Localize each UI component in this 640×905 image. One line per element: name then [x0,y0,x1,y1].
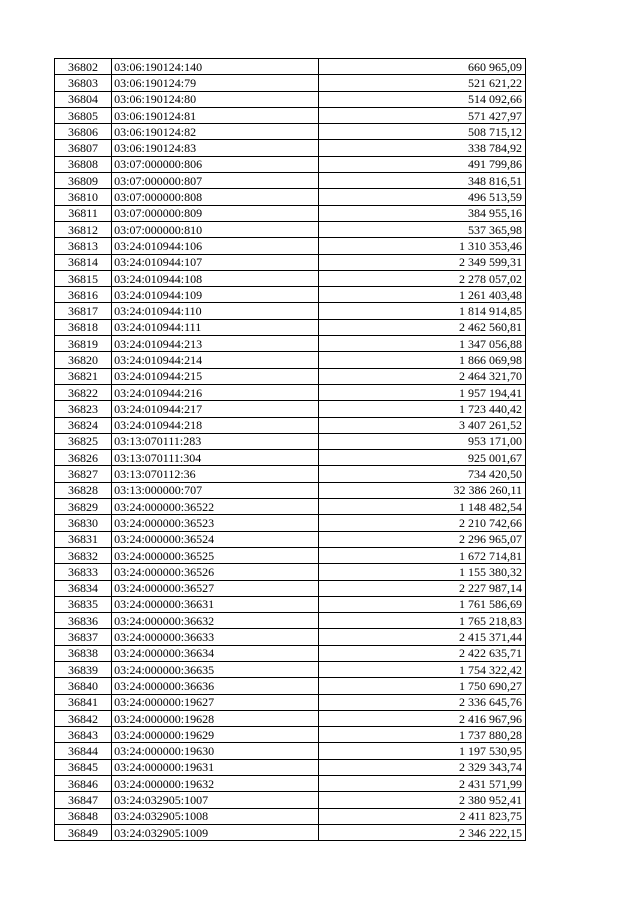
cadastral-number-cell: 03:07:000000:808 [112,189,318,205]
row-number-cell: 36828 [55,482,112,498]
table-row [55,482,526,498]
cadastral-value-cell: 1 754 322,42 [318,661,525,677]
cadastral-number-cell: 03:24:000000:36524 [112,531,318,547]
cadastral-value-cell: 2 210 742,66 [318,515,525,531]
cadastral-value-cell: 1 672 714,81 [318,547,525,563]
cadastral-value-cell: 1 765 218,83 [318,613,525,629]
row-number-cell: 36809 [55,173,112,189]
table-row [55,564,526,580]
table-row [55,124,526,140]
cadastral-value-cell: 2 227 987,14 [318,580,525,596]
table-row [55,205,526,221]
row-number-cell: 36822 [55,384,112,400]
table-row [55,189,526,205]
row-number-cell: 36842 [55,710,112,726]
cadastral-value-cell: 953 171,00 [318,433,525,449]
cadastral-value-cell: 571 427,97 [318,107,525,123]
row-number-cell: 36819 [55,336,112,352]
row-number-cell: 36849 [55,824,112,840]
cadastral-number-cell: 03:24:000000:36525 [112,547,318,563]
row-number-cell: 36815 [55,270,112,286]
row-number-cell: 36832 [55,547,112,563]
cadastral-value-cell: 1 148 482,54 [318,499,525,515]
row-number-cell: 36810 [55,189,112,205]
cadastral-number-cell: 03:24:000000:36633 [112,629,318,645]
cadastral-number-cell: 03:24:000000:19627 [112,694,318,710]
cadastral-value-cell: 660 965,09 [318,59,525,75]
cadastral-value-cell: 348 816,51 [318,173,525,189]
cadastral-value-cell: 925 001,67 [318,450,525,466]
cadastral-number-cell: 03:24:010944:109 [112,287,318,303]
cadastral-value-cell: 2 278 057,02 [318,270,525,286]
table-row [55,336,526,352]
cadastral-number-cell: 03:24:032905:1008 [112,808,318,824]
cadastral-number-cell: 03:24:000000:19629 [112,727,318,743]
cadastral-value-cell: 1 750 690,27 [318,678,525,694]
cadastral-number-cell: 03:24:000000:19631 [112,759,318,775]
cadastral-number-cell: 03:06:190124:82 [112,124,318,140]
row-number-cell: 36827 [55,466,112,482]
row-number-cell: 36841 [55,694,112,710]
table-row [55,547,526,563]
cadastral-number-cell: 03:07:000000:809 [112,205,318,221]
row-number-cell: 36825 [55,433,112,449]
cadastral-number-cell: 03:13:070111:304 [112,450,318,466]
cadastral-number-cell: 03:24:010944:216 [112,384,318,400]
cadastral-value-cell: 521 621,22 [318,75,525,91]
row-number-cell: 36821 [55,368,112,384]
table-row [55,59,526,75]
cadastral-number-cell: 03:24:010944:217 [112,401,318,417]
row-number-cell: 36803 [55,75,112,91]
table-row [55,303,526,319]
row-number-cell: 36833 [55,564,112,580]
cadastral-number-cell: 03:24:000000:36631 [112,596,318,612]
row-number-cell: 36802 [55,59,112,75]
cadastral-number-cell: 03:24:000000:19628 [112,710,318,726]
cadastral-value-cell: 2 431 571,99 [318,776,525,792]
cadastral-value-cell: 2 411 823,75 [318,808,525,824]
table-row [55,808,526,824]
table-row [55,531,526,547]
table-row [55,156,526,172]
table-row [55,91,526,107]
table-row [55,759,526,775]
cadastral-number-cell: 03:24:000000:36526 [112,564,318,580]
table-row [55,678,526,694]
table-row [55,173,526,189]
table-row [55,710,526,726]
row-number-cell: 36806 [55,124,112,140]
cadastral-number-cell: 03:24:000000:36632 [112,613,318,629]
cadastral-number-cell: 03:24:000000:36523 [112,515,318,531]
cadastral-number-cell: 03:24:000000:19632 [112,776,318,792]
row-number-cell: 36838 [55,645,112,661]
cadastral-number-cell: 03:24:010944:213 [112,336,318,352]
cadastral-number-cell: 03:24:032905:1007 [112,792,318,808]
table-row [55,352,526,368]
cadastral-number-cell: 03:24:010944:110 [112,303,318,319]
row-number-cell: 36814 [55,254,112,270]
cadastral-number-cell: 03:24:000000:19630 [112,743,318,759]
row-number-cell: 36837 [55,629,112,645]
cadastral-number-cell: 03:24:000000:36634 [112,645,318,661]
table-row [55,515,526,531]
row-number-cell: 36812 [55,221,112,237]
cadastral-number-cell: 03:06:190124:80 [112,91,318,107]
cadastral-value-cell: 537 365,98 [318,221,525,237]
table-row [55,792,526,808]
cadastral-value-cell: 2 296 965,07 [318,531,525,547]
cadastral-value-cell: 1 723 440,42 [318,401,525,417]
table-row [55,319,526,335]
table-row [55,287,526,303]
row-number-cell: 36848 [55,808,112,824]
cadastral-number-cell: 03:07:000000:810 [112,221,318,237]
row-number-cell: 36845 [55,759,112,775]
row-number-cell: 36823 [55,401,112,417]
row-number-cell: 36807 [55,140,112,156]
cadastral-number-cell: 03:24:000000:36636 [112,678,318,694]
table-row [55,776,526,792]
cadastral-value-cell: 1 261 403,48 [318,287,525,303]
table-row [55,645,526,661]
cadastral-number-cell: 03:24:010944:111 [112,319,318,335]
cadastral-value-cell: 508 715,12 [318,124,525,140]
cadastral-value-cell: 2 329 343,74 [318,759,525,775]
cadastral-value-cell: 1 197 530,95 [318,743,525,759]
cadastral-value-cell: 338 784,92 [318,140,525,156]
table-row [55,580,526,596]
table-row [55,238,526,254]
cadastral-number-cell: 03:13:070111:283 [112,433,318,449]
table-row [55,613,526,629]
cadastral-value-cell: 2 416 967,96 [318,710,525,726]
cadastral-value-cell: 1 737 880,28 [318,727,525,743]
cadastral-value-cell: 2 336 645,76 [318,694,525,710]
table-row [55,401,526,417]
table-row [55,727,526,743]
row-number-cell: 36843 [55,727,112,743]
row-number-cell: 36804 [55,91,112,107]
row-number-cell: 36847 [55,792,112,808]
cadastral-value-cell: 384 955,16 [318,205,525,221]
table-row [55,743,526,759]
cadastral-number-cell: 03:13:070112:36 [112,466,318,482]
cadastral-number-cell: 03:24:010944:108 [112,270,318,286]
row-number-cell: 36839 [55,661,112,677]
table-row [55,433,526,449]
cadastral-value-cell: 2 349 599,31 [318,254,525,270]
table-row [55,254,526,270]
cadastral-number-cell: 03:07:000000:806 [112,156,318,172]
cadastral-number-cell: 03:06:190124:81 [112,107,318,123]
table-row [55,368,526,384]
cadastral-number-cell: 03:06:190124:83 [112,140,318,156]
cadastral-value-cell: 1 310 353,46 [318,238,525,254]
table-row [55,694,526,710]
row-number-cell: 36824 [55,417,112,433]
row-number-cell: 36826 [55,450,112,466]
cadastral-number-cell: 03:24:010944:106 [112,238,318,254]
table-row [55,466,526,482]
cadastral-number-cell: 03:24:000000:36635 [112,661,318,677]
row-number-cell: 36830 [55,515,112,531]
cadastral-value-cell: 2 346 222,15 [318,824,525,840]
row-number-cell: 36813 [55,238,112,254]
table-row [55,661,526,677]
cadastral-number-cell: 03:24:010944:107 [112,254,318,270]
row-number-cell: 36846 [55,776,112,792]
row-number-cell: 36835 [55,596,112,612]
cadastral-value-cell: 2 422 635,71 [318,645,525,661]
row-number-cell: 36805 [55,107,112,123]
row-number-cell: 36816 [55,287,112,303]
row-number-cell: 36831 [55,531,112,547]
cadastral-number-cell: 03:24:010944:214 [112,352,318,368]
row-number-cell: 36836 [55,613,112,629]
row-number-cell: 36834 [55,580,112,596]
row-number-cell: 36844 [55,743,112,759]
row-number-cell: 36808 [55,156,112,172]
cadastral-value-cell: 1 761 586,69 [318,596,525,612]
table-row [55,140,526,156]
table-row [55,221,526,237]
cadastral-value-cell: 32 386 260,11 [318,482,525,498]
cadastral-value-cell: 491 799,86 [318,156,525,172]
row-number-cell: 36829 [55,499,112,515]
cadastral-value-cell: 2 464 321,70 [318,368,525,384]
cadastral-value-cell: 3 407 261,52 [318,417,525,433]
row-number-cell: 36818 [55,319,112,335]
table-row [55,75,526,91]
cadastral-value-cell: 1 866 069,98 [318,352,525,368]
cadastral-number-cell: 03:24:032905:1009 [112,824,318,840]
table-row [55,384,526,400]
table-row [55,824,526,840]
table-row [55,450,526,466]
document-page [54,58,526,841]
cadastral-value-cell: 514 092,66 [318,91,525,107]
cadastral-value-cell: 2 415 371,44 [318,629,525,645]
cadastral-value-cell: 1 347 056,88 [318,336,525,352]
cadastral-number-cell: 03:24:010944:218 [112,417,318,433]
row-number-cell: 36840 [55,678,112,694]
table-row [55,270,526,286]
cadastral-value-cell: 2 462 560,81 [318,319,525,335]
row-number-cell: 36820 [55,352,112,368]
cadastral-value-cell: 1 957 194,41 [318,384,525,400]
cadastral-number-cell: 03:24:010944:215 [112,368,318,384]
cadastral-number-cell: 03:24:000000:36522 [112,499,318,515]
cadastral-value-cell: 2 380 952,41 [318,792,525,808]
table-row [55,417,526,433]
cadastral-value-cell: 1 155 380,32 [318,564,525,580]
cadastral-number-cell: 03:06:190124:140 [112,59,318,75]
table-row [55,107,526,123]
cadastral-number-cell: 03:24:000000:36527 [112,580,318,596]
table-row [55,499,526,515]
cadastral-value-cell: 734 420,50 [318,466,525,482]
table-body [55,59,526,841]
cadastral-value-table [54,58,526,841]
cadastral-number-cell: 03:07:000000:807 [112,173,318,189]
cadastral-value-cell: 496 513,59 [318,189,525,205]
table-row [55,629,526,645]
cadastral-number-cell: 03:13:000000:707 [112,482,318,498]
cadastral-value-cell: 1 814 914,85 [318,303,525,319]
row-number-cell: 36811 [55,205,112,221]
row-number-cell: 36817 [55,303,112,319]
table-row [55,596,526,612]
cadastral-number-cell: 03:06:190124:79 [112,75,318,91]
